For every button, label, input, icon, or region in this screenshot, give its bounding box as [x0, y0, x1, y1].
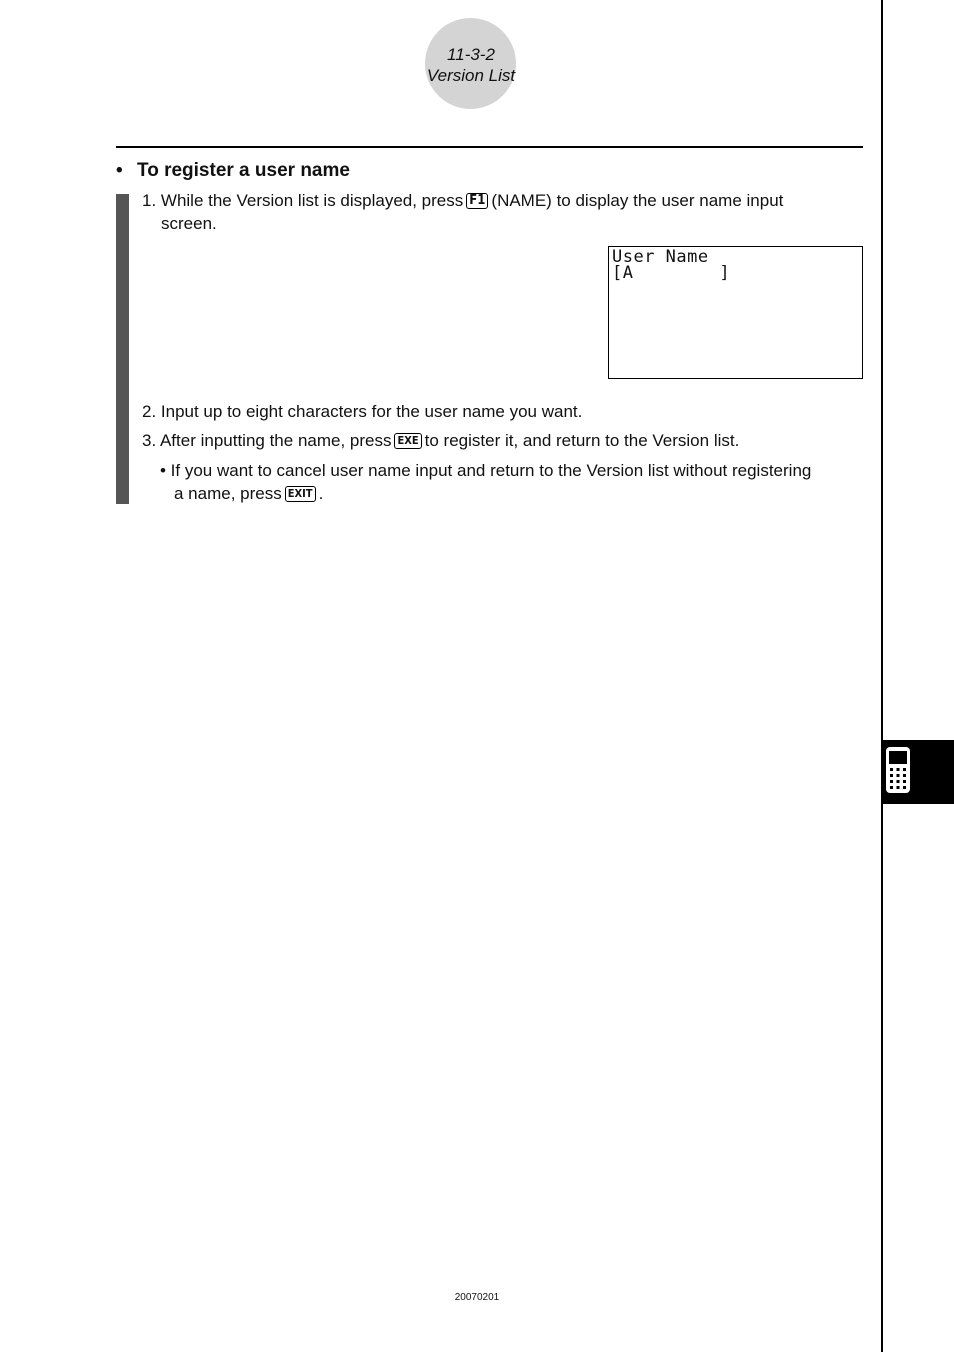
note: • If you want to cancel user name input and return to the Version list without registering — [160, 461, 812, 480]
procedure-bar — [116, 194, 129, 504]
right-border-line — [881, 0, 883, 1352]
step-3-text-after: to register it, and return to the Version list. — [424, 431, 740, 450]
step-1 — [142, 189, 783, 212]
section-title-text: To register a user name — [137, 160, 350, 181]
screen-line-2: [A ] — [612, 263, 731, 283]
section-header: Version List — [426, 66, 516, 85]
chapter-tab — [883, 740, 954, 804]
section-title — [116, 159, 350, 183]
calculator-icon — [883, 740, 954, 804]
step-1-text: 1. While the Version list is displayed, press — [142, 191, 464, 210]
step-1-text-after: (NAME) to display the user name input — [491, 191, 784, 210]
exe-key-icon: EXE — [394, 433, 421, 449]
screen-line-1: User Name — [612, 247, 709, 267]
header-rule — [116, 146, 863, 148]
step-3-text: 3. After inputting the name, press — [142, 431, 392, 450]
calculator-screen — [608, 246, 863, 379]
note-text: a name, press — [174, 484, 282, 503]
note-continued — [174, 482, 323, 505]
page-number: 11-3-2 — [447, 45, 495, 64]
step-1-continued: screen. — [161, 214, 217, 233]
exit-key-icon: EXIT — [285, 486, 316, 502]
note-period: . — [318, 484, 324, 503]
step-2: 2. Input up to eight characters for the user name you want. — [142, 402, 583, 421]
f1-key-icon: F1 — [466, 193, 488, 209]
step-3 — [142, 429, 739, 452]
footer-code: 20070201 — [454, 1292, 500, 1303]
section-bullet: • — [116, 160, 123, 181]
